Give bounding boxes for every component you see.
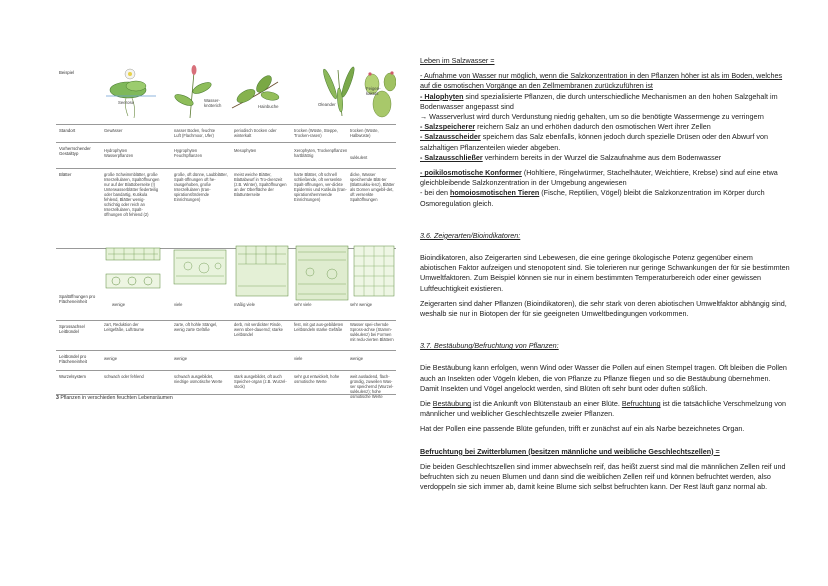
paragraph-bestaeubung: Die Bestäubung kann erfolgen, wenn Wind oder Wasser die Pollen auf einen Stempel tragen. Oft bleiben die Pollen auch an Insekten oder Vögeln kleben, die von Pflanze zu Pflanze fliegen und so die Bestäubung übernehmen. Damit Insekten und Vögel angelockt werden, sind Blüten oft sehr bunt oder duften süßlich.: [420, 363, 787, 393]
cross-section-hainbuche: [236, 246, 288, 296]
blaetter-cell: große Schwimmblätter, große Interzellularen, Spaltöffnungen nur auf der Blattoberseite (!) Unterwasserblätter fiederteilig oder bandartig, Kutikula fehlend, Blätter wenig-schichtig oder reich an Interzellularen, Spalt-öffnungen oft fehlend (2): [104, 172, 160, 217]
row-label-leit: Leitbündel pro Flächeneinheit: [59, 354, 87, 365]
gestalt-cell: Xerophyten, Trockenpflanzen hartblättrig: [294, 148, 348, 158]
standort-cell: nasser Boden, feuchte Luft (Flachmoor, Ufer): [174, 128, 215, 138]
wurzel-cell: schwach oder fehlend: [104, 374, 144, 379]
spalt-cell: wenige: [112, 302, 125, 307]
text-poikilosmotisch: (Hohltiere, Ringelwürmer, Stachelhäuter, Weichtiere, Krebse) sind auf eine etwa gleichbleibende Salzkonzentration in der Umgebung angewiesen: [420, 168, 778, 188]
leit-cell: viele: [294, 356, 303, 361]
gestalt-cell: Hygrophyten Feuchtpflanzen: [174, 148, 202, 158]
plant-label-feigenkaktus: Feigen-kaktus: [366, 86, 381, 96]
text-def-b: ist die Ankunft von Blütenstaub an einer Blüte.: [471, 399, 622, 409]
spalt-cell: mäßig viele: [234, 302, 255, 307]
paragraph-salzspeicherer: [420, 122, 790, 132]
paragraph-narbe: Hat der Pollen eine passende Blüte gefunden, trifft er zunächst auf ein als Narbe bezeichnetes Organ.: [420, 424, 745, 434]
spross-cell: derb, mit verdickter Rinde, wenn über-dauernd; starke Leitbündel: [234, 322, 283, 337]
seerose-illustration: [106, 69, 156, 118]
cross-section-oleander: [296, 246, 348, 300]
row-label-wurzel: Wurzelsystem: [59, 374, 86, 379]
plant-label-seerose: Seerose: [118, 100, 135, 105]
heading-zeigerarten: 3.6. Zeigerarten/Bioindikatoren:: [420, 230, 521, 240]
text-def-c: ist die tatsächliche Verschmelzung von männlicher und weiblicher Geschlechtszelle zweier Pflanzen.: [420, 399, 787, 419]
spross-cell: fest, mit gut aus-gebildeten Leitbündeln starke Gefäße: [294, 322, 344, 332]
plant-illustrations: [106, 60, 396, 124]
leit-cell: wenige: [174, 356, 187, 361]
text-column: [420, 56, 790, 493]
wurzel-cell: stark ausgebildet, oft auch Speicher-organ (z.B. Wurzel-stock): [234, 374, 287, 389]
blaetter-cell: harte Blätter, oft schnell schließende, oft versenkte Spalt-öffnungen, ver-dickte Epidermis und Kutikula (tran-spirationshemmende Einrichtungen): [294, 172, 347, 202]
separator: [56, 168, 396, 169]
separator: [56, 124, 396, 125]
spross-cell: zarte, oft hohle Stängel, wenig zarte Gefäße: [174, 322, 218, 332]
row-label-gestalttyp: Vorherrschender Gestalttyp: [59, 146, 91, 157]
figure-caption-text: Pflanzen in verschieden feuchten Lebensräumen: [60, 395, 173, 401]
separator: [56, 350, 396, 351]
wasserknoeterich-illustration: [173, 65, 213, 118]
term-befruchtung: Befruchtung: [621, 399, 661, 409]
paragraph-wasserverlust: → Wasserverlust wird durch Verdunstung niedrig gehalten, um so die benötigte Wassermenge zu verringern: [420, 112, 764, 122]
standort-cell: trocken (Wüste, Steppe, Trocken-rasen): [294, 128, 338, 138]
paragraph-homoiosmotisch: [420, 188, 790, 208]
paragraph-poikilosmotisch: [420, 168, 790, 188]
wurzel-cell: weit ausladend, flach-gründig, zuweilen Was-ser speichernd (Wurzel-sukkulenz); hohe osmotische Werte: [350, 374, 394, 399]
separator: [56, 370, 396, 371]
text-salzspeicherer: reichern Salz an und erhöhen dadurch den osmotischen Wert ihrer Zellen: [475, 122, 711, 132]
leit-cell: wenige: [350, 356, 363, 361]
figure-caption: [56, 395, 173, 401]
row-label-beispiel: Beispiel: [59, 70, 75, 75]
heading-bestaeubung: 3.7. Bestäubung/Befruchtung von Pflanzen:: [420, 341, 559, 351]
term-bestaeubung: Bestäubung: [432, 399, 472, 409]
wurzel-cell: sehr gut entwickelt, hohe osmotische Werte: [294, 374, 340, 384]
term-salzspeicherer: - Salzspeicherer: [420, 122, 476, 132]
spross-cell: Wasser spei-chernde Spross-achse (Stamm-sukkulenz) bei Formen mit redu-zierten Blättern: [350, 322, 394, 342]
standort-cell: periodisch trocken oder winterkalt: [234, 128, 277, 138]
spalt-cell: viele: [174, 302, 183, 307]
cross-section-feigenkaktus: [354, 246, 394, 296]
paragraph-definitionen: [420, 399, 790, 419]
row-label-blaetter: Blätter: [59, 172, 72, 177]
term-salzausschliesser: - Salzausschließer: [420, 152, 483, 162]
blaetter-cell: große, oft dünne, Laubblätter, Spalt-öffnungen oft he-rausgehoben, große Interzellularen (tran-spirationsfördernde Einrichtungen): [174, 172, 228, 202]
spalt-cell: sehr viele: [294, 302, 312, 307]
blaetter-cell: dicke, Wasser speichernde Blät-ter (Blattsukku-lenz), Blätter als Dornen umgebil-det, oft versenkte Spaltöffnungen: [350, 172, 395, 202]
cross-section-wasserknoeterich: [174, 250, 226, 284]
plant-habitat-figure: [56, 58, 396, 418]
term-poikilosmotisch: - poikilosmotische Konformer: [420, 168, 522, 178]
hainbuche-illustration: [232, 73, 280, 108]
text-salzausschliesser: verhindern bereits in der Wurzel die Salzaufnahme aus dem Bodenwasser: [482, 152, 722, 162]
plant-label-oleander: Oleander: [318, 102, 336, 107]
separator: [56, 142, 396, 143]
term-homoiosmotisch: homoiosmotischen Tieren: [449, 188, 540, 198]
paragraph-aufnahme: - Aufnahme von Wasser nur möglich, wenn die Salzkonzentration in den Pflanzen höher ist als im Boden, welches auf die osmotischen Vorgänge an den Zellmembranen zurückzuführen ist: [420, 71, 783, 91]
text-homoiosmotisch-a: - bei den: [420, 188, 450, 198]
wurzel-cell: schwach ausgebildet, niedrige osmotische Werte: [174, 374, 223, 384]
standort-cell: trocken (Wüste, Halbwüste): [350, 128, 379, 138]
plant-label-hainbuche: Hainbuche: [258, 104, 279, 109]
row-label-spalt: Spaltöffnungen pro Flächeneinheit: [59, 294, 96, 305]
text-homoiosmotisch-b: (Fische, Reptilien, Vögel) bleibt die Salzkonzentration im Körper durch Osmoregulation gleich.: [420, 188, 765, 208]
blaetter-cell: meist weiche Blätter, Blattabwurf in Tro-ckenzeit (z.B. Winter), Spaltöffnungen an der Oberfläche der Blattunterseite: [234, 172, 287, 197]
standort-cell: Gewässer: [104, 128, 123, 133]
spalt-cell: sehr wenige: [350, 302, 373, 307]
spross-cell: zart, Reduktion der Leitgefäße, Lufträume: [104, 322, 145, 332]
term-salzausscheider: - Salzausscheider: [420, 132, 481, 142]
paragraph-halophyten: [420, 92, 790, 112]
oleander-illustration: [321, 66, 356, 116]
gestalt-cell: sukkulent: [350, 155, 368, 160]
text-halophyten: sind spezialisierte Pflanzen, die durch unterschiedliche Mechanismen an den hohen Salzgehalt im Bodenwasser angepasst sind: [420, 91, 778, 111]
gestalt-cell: Mesophyten: [234, 148, 257, 153]
figure-number: 3: [56, 395, 59, 401]
plant-label-wasserknoeterich: Wasser-knöterich: [204, 98, 222, 108]
gestalt-cell: Hydrophyten Wasserpflanzen: [104, 148, 134, 158]
row-label-standort: Standort: [59, 128, 76, 133]
separator: [56, 320, 396, 321]
text-salzausscheider: speichern das Salz ebenfalls, können jedoch durch spezielle Drüsen oder den Abwurf von salzhaltigen Pflanzenteilen wieder abgeben.: [420, 132, 769, 152]
row-label-spross: Sprossachse/ Leitbündel: [59, 324, 86, 335]
paragraph-bioindikatoren: Bioindikatoren, also Zeigerarten sind Lebewesen, die eine geringe ökologische Potenz gegenüber einem abiotischen Faktor aufzeigen und stenopotent sind. Sie tolerieren nur geringe Schwankungen der für sie bestimmten Umweltfaktoren. Zum Beispiel können sie nur in einem bestimmten Temperaturbereich oder einer gewissen Luftfeuchtigkeit existieren.: [420, 253, 790, 293]
heading-zwitterblumen: Befruchtung bei Zwitterblumen (besitzen männliche und weibliche Geschlechtszellen) =: [420, 446, 720, 456]
text-def-a: Die: [420, 399, 433, 409]
heading-salzwasser: Leben im Salzwasser =: [420, 56, 495, 65]
leaf-cross-sections: [104, 244, 396, 302]
term-halophyten: - Halophyten: [420, 91, 464, 101]
paragraph-zeigerarten: Zeigerarten sind daher Pflanzen (Bioindikatoren), die sehr stark von deren abiotischen Umweltfaktor abhängig sind, weshalb sie nur in Biotopen der für sie geeigneten Umweltbedingungen vorkommen.: [420, 298, 787, 319]
leit-cell: wenige: [104, 356, 117, 361]
paragraph-zwitterblumen: Die beiden Geschlechtszellen sind immer abwechseln reif, das heißt zuerst sind mal die männlichen Zellen reif und befruchten sich zu neuen Blumen und dann sind die weiblichen Zellen reif und können befruchtet werden, also verdoppeln sie sich immer ab, damit keine Blume sich selbst befruchten kann. Der Rest läuft ganz normal ab.: [420, 461, 786, 492]
paragraph-salzausscheider: [420, 132, 790, 152]
paragraph-salzausschliesser: [420, 153, 790, 163]
cross-section-seerose: [106, 248, 160, 288]
